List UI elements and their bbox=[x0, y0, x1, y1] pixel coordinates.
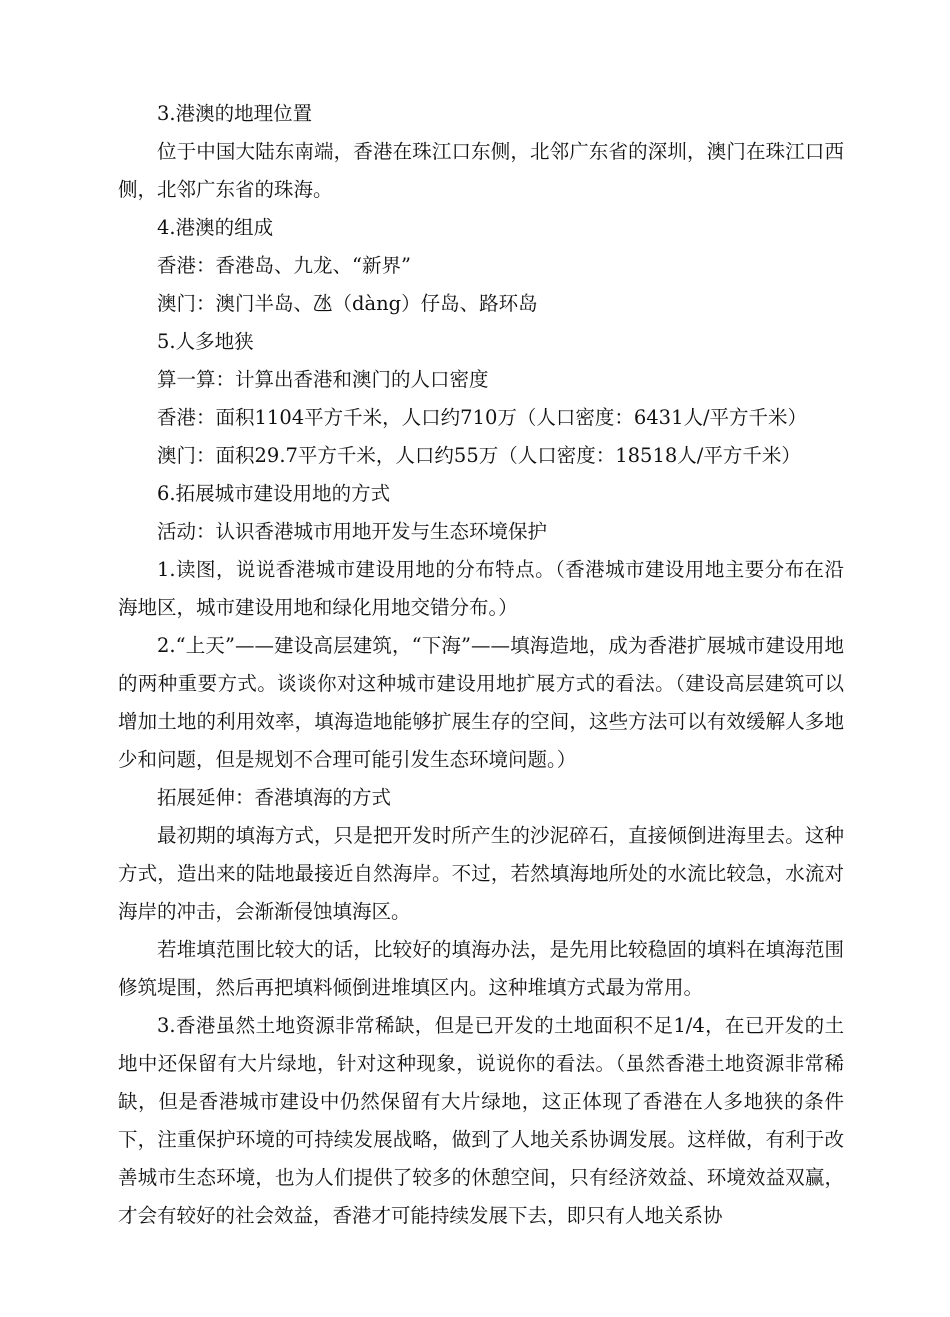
paragraph-question-2: 2.“上天”——建设高层建筑，“下海”——填海造地，成为香港扩展城市建设用地的两种重要方式。谈谈你对这种城市建设用地扩展方式的看法。（建设高层建筑可以增加土地的利用效率，填海造地能够扩展生存的空间，这些方法可以有效缓解人多地少和问题，但是规划不合理可能引发生态环境问题。） bbox=[118, 634, 844, 771]
paragraph-calculation-prompt: 算一算：计算出香港和澳门的人口密度 bbox=[157, 368, 489, 391]
paragraph-activity: 活动：认识香港城市用地开发与生态环境保护 bbox=[157, 520, 548, 543]
document-body bbox=[118, 95, 844, 1235]
section-heading-composition: 4.港澳的组成 bbox=[157, 216, 274, 239]
section-heading-location: 3.港澳的地理位置 bbox=[157, 102, 313, 125]
paragraph-reclamation-method-1: 最初期的填海方式，只是把开发时所产生的沙泥碎石，直接倾倒进海里去。这种方式，造出来的陆地最接近自然海岸。不过，若然填海地所处的水流比较急，水流对海岸的冲击，会渐渐侵蚀填海区。 bbox=[118, 824, 844, 923]
paragraph-macau-composition: 澳门：澳门半岛、氹（dàng）仔岛、路环岛 bbox=[157, 292, 538, 315]
section-heading-land-expansion: 6.拓展城市建设用地的方式 bbox=[157, 482, 391, 505]
paragraph-extension-heading: 拓展延伸：香港填海的方式 bbox=[157, 786, 392, 809]
paragraph-location: 位于中国大陆东南端，香港在珠江口东侧，北邻广东省的深圳，澳门在珠江口西侧，北邻广东省的珠海。 bbox=[118, 140, 844, 201]
paragraph-hongkong-density: 香港：面积1104平方千米，人口约710万（人口密度：6431人/平方千米） bbox=[157, 406, 808, 429]
paragraph-hongkong-composition: 香港：香港岛、九龙、“新界” bbox=[157, 254, 411, 277]
paragraph-question-1: 1.读图，说说香港城市建设用地的分布特点。（香港城市建设用地主要分布在沿海地区，城市建设用地和绿化用地交错分布。） bbox=[118, 558, 844, 619]
paragraph-macau-density: 澳门：面积29.7平方千米，人口约55万（人口密度：18518人/平方千米） bbox=[157, 444, 801, 467]
section-heading-population: 5.人多地狭 bbox=[157, 330, 254, 353]
paragraph-reclamation-method-2: 若堆填范围比较大的话，比较好的填海办法，是先用比较稳固的填料在填海范围修筑堤围，然后再把填料倾倒进堆填区内。这种堆填方式最为常用。 bbox=[118, 938, 844, 999]
paragraph-question-3: 3.香港虽然土地资源非常稀缺，但是已开发的土地面积不足1/4，在已开发的土地中还保留有大片绿地，针对这种现象，说说你的看法。（虽然香港土地资源非常稀缺，但是香港城市建设中仍然保留有大片绿地，这正体现了香港在人多地狭的条件下，注重保护环境的可持续发展战略，做到了人地关系协调发展。这样做，有利于改善城市生态环境，也为人们提供了较多的休憩空间，只有经济效益、环境效益双赢，才会有较好的社会效益，香港才可能持续发展下去，即只有人地关系协 bbox=[118, 1014, 844, 1227]
